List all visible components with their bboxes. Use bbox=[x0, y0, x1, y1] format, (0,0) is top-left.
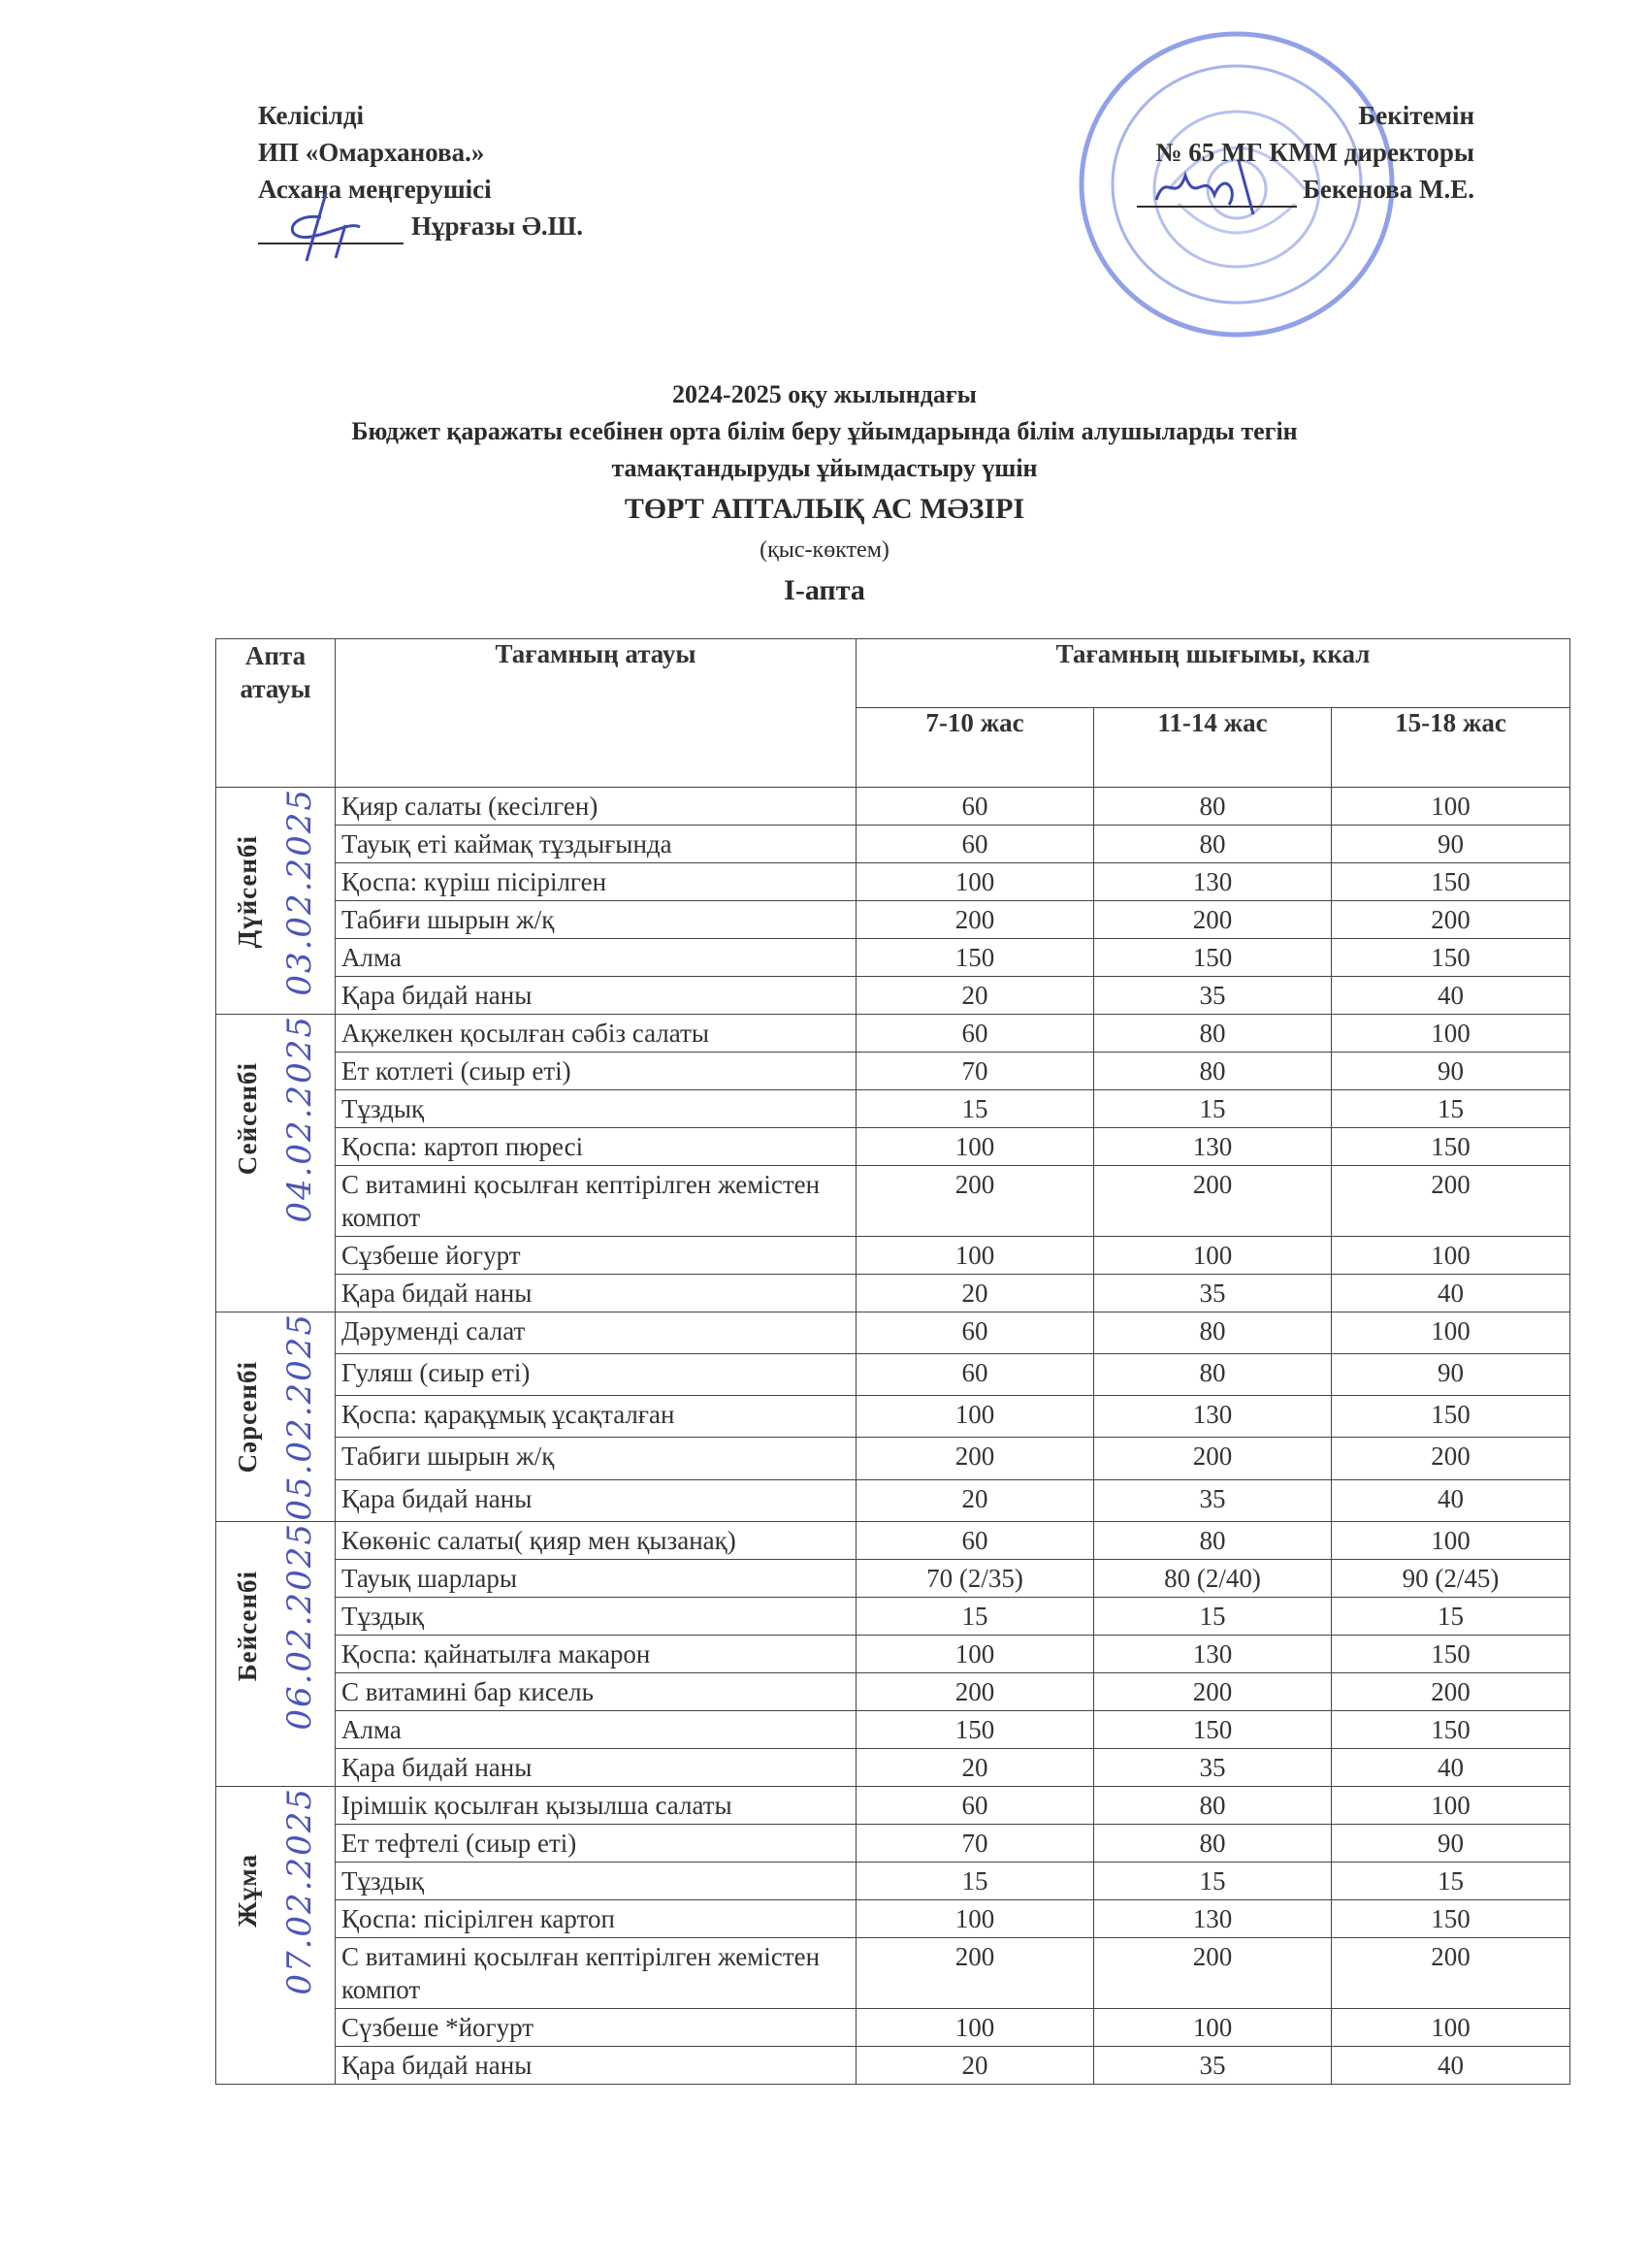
kcal-cell-age-11-14: 35 bbox=[1094, 977, 1332, 1015]
kcal-cell-age-11-14: 130 bbox=[1094, 1899, 1332, 1937]
day-name: Жұма bbox=[232, 1854, 262, 1928]
dish-name-cell: Табиги шырын ж/қ bbox=[336, 1438, 857, 1479]
kcal-cell-age-15-18: 90 bbox=[1332, 826, 1570, 863]
kcal-cell-age-11-14: 35 bbox=[1094, 2046, 1332, 2084]
dish-name-cell: Қияр салаты (кесілген) bbox=[336, 788, 857, 826]
kcal-cell-age-11-14: 130 bbox=[1094, 1128, 1332, 1166]
agreed-signature-row bbox=[258, 208, 583, 244]
kcal-cell-age-7-10: 100 bbox=[857, 1396, 1094, 1438]
dish-name-cell: Алма bbox=[336, 1710, 857, 1748]
dish-name-cell: Тұздық bbox=[336, 1862, 857, 1899]
handwritten-date: 04.02.2025 bbox=[279, 1015, 319, 1223]
header-dish-column: Тағамның атауы bbox=[336, 639, 857, 788]
kcal-cell-age-15-18: 40 bbox=[1332, 1479, 1570, 1521]
menu-table-body bbox=[216, 788, 1570, 2085]
kcal-cell-age-7-10: 200 bbox=[857, 1672, 1094, 1710]
kcal-cell-age-11-14: 15 bbox=[1094, 1090, 1332, 1128]
table-row bbox=[216, 1862, 1570, 1899]
day-cell bbox=[216, 788, 336, 1015]
table-row bbox=[216, 1899, 1570, 1937]
handwritten-date: 03.02.2025 bbox=[279, 788, 319, 996]
dish-name-cell: Тұздық bbox=[336, 1597, 857, 1635]
kcal-cell-age-7-10: 100 bbox=[857, 1128, 1094, 1166]
kcal-cell-age-7-10: 20 bbox=[857, 1748, 1094, 1786]
kcal-cell-age-15-18: 90 bbox=[1332, 1053, 1570, 1090]
kcal-cell-age-11-14: 15 bbox=[1094, 1597, 1332, 1635]
menu-table bbox=[215, 638, 1570, 2085]
document-title-block bbox=[0, 376, 1649, 613]
handwritten-date: 05.02.2025 bbox=[279, 1312, 319, 1521]
table-row bbox=[216, 1128, 1570, 1166]
kcal-cell-age-15-18: 150 bbox=[1332, 1710, 1570, 1748]
title-year: 2024-2025 оқу жылындағы bbox=[672, 380, 977, 408]
day-name: Сәрсенбі bbox=[232, 1360, 262, 1474]
dish-name-cell: Ет тефтелі (сиыр еті) bbox=[336, 1824, 857, 1862]
dish-name-cell: Табиғи шырын ж/қ bbox=[336, 901, 857, 939]
kcal-cell-age-7-10: 20 bbox=[857, 977, 1094, 1015]
approval-block-approved bbox=[1137, 97, 1474, 208]
table-row bbox=[216, 1090, 1570, 1128]
day-name: Бейсенбі bbox=[232, 1570, 262, 1682]
table-row bbox=[216, 863, 1570, 901]
table-row bbox=[216, 1672, 1570, 1710]
table-row bbox=[216, 826, 1570, 863]
table-row bbox=[216, 1438, 1570, 1479]
kcal-cell-age-7-10: 70 bbox=[857, 1824, 1094, 1862]
approved-signature-row bbox=[1137, 171, 1474, 208]
dish-name-cell: Тауық шарлары bbox=[336, 1559, 857, 1597]
dish-name-cell: Қоспа: қайнатылға макарон bbox=[336, 1635, 857, 1672]
dish-name-cell: Алма bbox=[336, 939, 857, 977]
dish-name-cell: Ірімшік қосылған қызылша салаты bbox=[336, 1786, 857, 1824]
kcal-cell-age-11-14: 80 bbox=[1094, 788, 1332, 826]
kcal-cell-age-7-10: 200 bbox=[857, 1166, 1094, 1237]
title-main: ТӨРТ АПТАЛЫҚ АС МӘЗІРІ bbox=[624, 493, 1025, 525]
approval-block-agreed bbox=[258, 97, 583, 244]
kcal-cell-age-7-10: 60 bbox=[857, 1354, 1094, 1396]
kcal-cell-age-11-14: 100 bbox=[1094, 2008, 1332, 2046]
kcal-cell-age-7-10: 100 bbox=[857, 1899, 1094, 1937]
dish-name-cell: Қара бидай наны bbox=[336, 2046, 857, 2084]
day-cell bbox=[216, 1521, 336, 1786]
kcal-cell-age-15-18: 150 bbox=[1332, 863, 1570, 901]
dish-name-cell: Тұздық bbox=[336, 1090, 857, 1128]
kcal-cell-age-15-18: 40 bbox=[1332, 2046, 1570, 2084]
kcal-cell-age-11-14: 150 bbox=[1094, 1710, 1332, 1748]
kcal-cell-age-15-18: 150 bbox=[1332, 1899, 1570, 1937]
dish-name-cell: Тауық еті каймақ тұздығында bbox=[336, 826, 857, 863]
table-row bbox=[216, 2008, 1570, 2046]
kcal-cell-age-7-10: 60 bbox=[857, 1015, 1094, 1053]
table-row bbox=[216, 1015, 1570, 1053]
kcal-cell-age-11-14: 130 bbox=[1094, 1635, 1332, 1672]
table-row bbox=[216, 1354, 1570, 1396]
dish-name-cell: Қоспа: пісірілген картоп bbox=[336, 1899, 857, 1937]
table-header-row bbox=[216, 639, 1570, 708]
dish-name-cell: Ақжелкен қосылған сәбіз салаты bbox=[336, 1015, 857, 1053]
kcal-cell-age-7-10: 70 bbox=[857, 1053, 1094, 1090]
title-subtitle-2: тамақтандыруды ұйымдастыру үшін bbox=[611, 454, 1038, 482]
approved-position: № 65 МГ КММ директоры bbox=[1155, 138, 1474, 167]
kcal-cell-age-7-10: 20 bbox=[857, 1275, 1094, 1312]
day-name: Сейсенбі bbox=[232, 1062, 262, 1176]
signature-line bbox=[258, 217, 404, 244]
agreed-position: Асхана меңгерушісі bbox=[258, 175, 492, 204]
table-row bbox=[216, 1275, 1570, 1312]
kcal-cell-age-15-18: 15 bbox=[1332, 1862, 1570, 1899]
agreed-label: Келісілді bbox=[258, 101, 364, 130]
dish-name-cell: Қоспа: күріш пісірілген bbox=[336, 863, 857, 901]
kcal-cell-age-15-18: 200 bbox=[1332, 1166, 1570, 1237]
day-cell bbox=[216, 1015, 336, 1312]
kcal-cell-age-15-18: 90 (2/45) bbox=[1332, 1559, 1570, 1597]
kcal-cell-age-11-14: 35 bbox=[1094, 1748, 1332, 1786]
kcal-cell-age-11-14: 80 bbox=[1094, 1312, 1332, 1354]
kcal-cell-age-15-18: 100 bbox=[1332, 2008, 1570, 2046]
kcal-cell-age-15-18: 100 bbox=[1332, 788, 1570, 826]
kcal-cell-age-11-14: 80 bbox=[1094, 1354, 1332, 1396]
kcal-cell-age-7-10: 150 bbox=[857, 1710, 1094, 1748]
dish-name-cell: С витамині қосылған кептірілген жемістен компот bbox=[336, 1166, 857, 1237]
dish-name-cell: Қара бидай наны bbox=[336, 1275, 857, 1312]
kcal-cell-age-7-10: 15 bbox=[857, 1090, 1094, 1128]
kcal-cell-age-15-18: 200 bbox=[1332, 901, 1570, 939]
kcal-cell-age-15-18: 200 bbox=[1332, 1937, 1570, 2008]
kcal-cell-age-7-10: 100 bbox=[857, 2008, 1094, 2046]
kcal-cell-age-7-10: 200 bbox=[857, 901, 1094, 939]
kcal-cell-age-7-10: 70 (2/35) bbox=[857, 1559, 1094, 1597]
table-row bbox=[216, 1710, 1570, 1748]
title-subtitle-1: Бюджет қаражаты есебінен орта білім беру ұйымдарында білім алушыларды тегін bbox=[351, 417, 1298, 445]
handwritten-date: 06.02.2025 bbox=[279, 1521, 319, 1731]
day-cell bbox=[216, 1312, 336, 1522]
table-row bbox=[216, 2046, 1570, 2084]
table-row bbox=[216, 1597, 1570, 1635]
table-row bbox=[216, 788, 1570, 826]
kcal-cell-age-15-18: 100 bbox=[1332, 1786, 1570, 1824]
day-cell-content bbox=[222, 1522, 329, 1731]
dish-name-cell: Сүзбеше *йогурт bbox=[336, 2008, 857, 2046]
kcal-cell-age-15-18: 100 bbox=[1332, 1312, 1570, 1354]
kcal-cell-age-15-18: 100 bbox=[1332, 1237, 1570, 1275]
handwritten-signature-icon bbox=[268, 188, 384, 266]
kcal-cell-age-11-14: 150 bbox=[1094, 939, 1332, 977]
kcal-cell-age-7-10: 20 bbox=[857, 2046, 1094, 2084]
kcal-cell-age-15-18: 150 bbox=[1332, 1128, 1570, 1166]
table-row bbox=[216, 1312, 1570, 1354]
kcal-cell-age-7-10: 100 bbox=[857, 863, 1094, 901]
kcal-cell-age-11-14: 80 bbox=[1094, 1824, 1332, 1862]
kcal-cell-age-15-18: 90 bbox=[1332, 1354, 1570, 1396]
kcal-cell-age-7-10: 100 bbox=[857, 1237, 1094, 1275]
title-season: (қыс-көктем) bbox=[760, 537, 889, 563]
kcal-cell-age-11-14: 35 bbox=[1094, 1275, 1332, 1312]
table-row bbox=[216, 939, 1570, 977]
kcal-cell-age-7-10: 60 bbox=[857, 1786, 1094, 1824]
agreed-signer-name: Нұрғазы Ә.Ш. bbox=[411, 211, 584, 241]
kcal-cell-age-7-10: 20 bbox=[857, 1479, 1094, 1521]
kcal-cell-age-15-18: 15 bbox=[1332, 1597, 1570, 1635]
kcal-cell-age-15-18: 100 bbox=[1332, 1521, 1570, 1559]
table-row bbox=[216, 901, 1570, 939]
dish-name-cell: Қоспа: қарақұмық ұсақталған bbox=[336, 1396, 857, 1438]
kcal-cell-age-11-14: 200 bbox=[1094, 901, 1332, 939]
kcal-cell-age-7-10: 200 bbox=[857, 1438, 1094, 1479]
kcal-cell-age-11-14: 130 bbox=[1094, 863, 1332, 901]
kcal-cell-age-11-14: 130 bbox=[1094, 1396, 1332, 1438]
kcal-cell-age-11-14: 200 bbox=[1094, 1166, 1332, 1237]
approved-signer-name: Бекенова М.Е. bbox=[1303, 175, 1474, 204]
dish-name-cell: Ет котлеті (сиыр еті) bbox=[336, 1053, 857, 1090]
header-age-15-18: 15-18 жас bbox=[1332, 708, 1570, 788]
kcal-cell-age-11-14: 80 bbox=[1094, 1786, 1332, 1824]
table-row bbox=[216, 1559, 1570, 1597]
kcal-cell-age-7-10: 150 bbox=[857, 939, 1094, 977]
header-kcal-group: Тағамның шығымы, ккал bbox=[857, 639, 1570, 708]
kcal-cell-age-15-18: 200 bbox=[1332, 1438, 1570, 1479]
kcal-cell-age-15-18: 150 bbox=[1332, 1635, 1570, 1672]
kcal-cell-age-11-14: 80 bbox=[1094, 1521, 1332, 1559]
table-row bbox=[216, 1053, 1570, 1090]
dish-name-cell: Қара бидай наны bbox=[336, 1479, 857, 1521]
kcal-cell-age-11-14: 80 (2/40) bbox=[1094, 1559, 1332, 1597]
agreed-company: ИП «Омарханова.» bbox=[258, 138, 485, 167]
kcal-cell-age-11-14: 200 bbox=[1094, 1937, 1332, 2008]
table-row bbox=[216, 1824, 1570, 1862]
kcal-cell-age-11-14: 80 bbox=[1094, 1015, 1332, 1053]
kcal-cell-age-7-10: 200 bbox=[857, 1937, 1094, 2008]
table-row bbox=[216, 1396, 1570, 1438]
kcal-cell-age-7-10: 60 bbox=[857, 788, 1094, 826]
table-row bbox=[216, 1786, 1570, 1824]
dish-name-cell: Гуляш (сиыр еті) bbox=[336, 1354, 857, 1396]
kcal-cell-age-15-18: 40 bbox=[1332, 1748, 1570, 1786]
day-name: Дүйсенбі bbox=[232, 835, 262, 949]
header-age-11-14: 11-14 жас bbox=[1094, 708, 1332, 788]
handwritten-date: 07.02.2025 bbox=[279, 1786, 319, 1995]
table-row bbox=[216, 1237, 1570, 1275]
table-row bbox=[216, 977, 1570, 1015]
kcal-cell-age-7-10: 15 bbox=[857, 1597, 1094, 1635]
table-row bbox=[216, 1166, 1570, 1237]
kcal-cell-age-15-18: 150 bbox=[1332, 1396, 1570, 1438]
day-cell-content bbox=[222, 1015, 329, 1223]
dish-name-cell: С витамині бар кисель bbox=[336, 1672, 857, 1710]
day-cell-content bbox=[222, 1787, 329, 1995]
kcal-cell-age-11-14: 35 bbox=[1094, 1479, 1332, 1521]
kcal-cell-age-11-14: 200 bbox=[1094, 1672, 1332, 1710]
kcal-cell-age-15-18: 15 bbox=[1332, 1090, 1570, 1128]
table-row bbox=[216, 1479, 1570, 1521]
signature-line bbox=[1137, 180, 1297, 208]
kcal-cell-age-11-14: 200 bbox=[1094, 1438, 1332, 1479]
day-cell bbox=[216, 1786, 336, 2084]
kcal-cell-age-7-10: 15 bbox=[857, 1862, 1094, 1899]
dish-name-cell: Қара бидай наны bbox=[336, 1748, 857, 1786]
kcal-cell-age-7-10: 60 bbox=[857, 1312, 1094, 1354]
dish-name-cell: Қоспа: картоп пюресі bbox=[336, 1128, 857, 1166]
header-day-column: Апта атауы bbox=[216, 639, 336, 788]
kcal-cell-age-15-18: 40 bbox=[1332, 977, 1570, 1015]
dish-name-cell: С витамині қосылған кептірілген жемістен компот bbox=[336, 1937, 857, 2008]
day-cell-content bbox=[222, 788, 329, 996]
kcal-cell-age-7-10: 100 bbox=[857, 1635, 1094, 1672]
kcal-cell-age-7-10: 60 bbox=[857, 826, 1094, 863]
dish-name-cell: Дәрумендi салат bbox=[336, 1312, 857, 1354]
handwritten-signature-icon bbox=[1147, 151, 1282, 219]
table-row bbox=[216, 1635, 1570, 1672]
day-cell-content bbox=[222, 1312, 329, 1521]
kcal-cell-age-11-14: 80 bbox=[1094, 1053, 1332, 1090]
header-age-7-10: 7-10 жас bbox=[857, 708, 1094, 788]
dish-name-cell: Сұзбеше йогурт bbox=[336, 1237, 857, 1275]
dish-name-cell: Қара бидай наны bbox=[336, 977, 857, 1015]
kcal-cell-age-11-14: 15 bbox=[1094, 1862, 1332, 1899]
approved-label: Бекітемін bbox=[1358, 101, 1474, 130]
kcal-cell-age-15-18: 100 bbox=[1332, 1015, 1570, 1053]
kcal-cell-age-15-18: 150 bbox=[1332, 939, 1570, 977]
kcal-cell-age-11-14: 80 bbox=[1094, 826, 1332, 863]
dish-name-cell: Көкөніс салаты( қияр мен қызанақ) bbox=[336, 1521, 857, 1559]
table-row bbox=[216, 1748, 1570, 1786]
table-row bbox=[216, 1937, 1570, 2008]
kcal-cell-age-11-14: 100 bbox=[1094, 1237, 1332, 1275]
kcal-cell-age-15-18: 40 bbox=[1332, 1275, 1570, 1312]
table-row bbox=[216, 1521, 1570, 1559]
kcal-cell-age-15-18: 90 bbox=[1332, 1824, 1570, 1862]
title-week: I-апта bbox=[784, 574, 865, 606]
kcal-cell-age-7-10: 60 bbox=[857, 1521, 1094, 1559]
kcal-cell-age-15-18: 200 bbox=[1332, 1672, 1570, 1710]
